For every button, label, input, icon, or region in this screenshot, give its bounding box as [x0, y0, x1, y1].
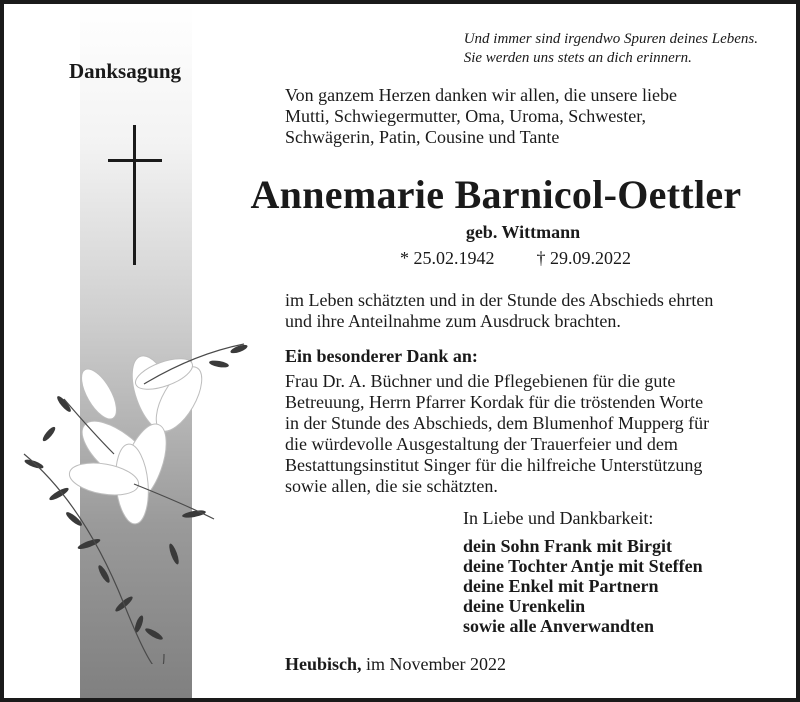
intro-line: Mutti, Schwiegermutter, Oma, Uroma, Schwester, [285, 106, 646, 126]
death-date: † 29.09.2022 [536, 248, 631, 268]
date-text: im November 2022 [361, 654, 507, 674]
gratitude-line: im Leben schätzten und in der Stunde des Abschieds ehrten [285, 290, 714, 310]
birth-date: * 25.02.1942 [400, 248, 495, 268]
life-dates [400, 248, 631, 269]
intro-line: Von ganzem Herzen danken wir allen, die unsere liebe [285, 85, 678, 105]
special-thanks-line: Bestattungsinstitut Singer für die hilfreiche Unterstützung [285, 455, 703, 475]
deceased-name: Annemarie Barnicol-Oettler [250, 172, 742, 217]
page-title: Danksagung [69, 59, 182, 83]
signer: deine Enkel mit Partnern [463, 576, 659, 596]
signers-list [463, 536, 703, 636]
special-thanks-text [285, 371, 765, 497]
signer: dein Sohn Frank mit Birgit [463, 536, 673, 556]
signer: deine Tochter Antje mit Steffen [463, 556, 703, 576]
intro-text [285, 85, 755, 148]
birth-name: geb. Wittmann [465, 222, 581, 242]
gratitude-line: und ihre Anteilnahme zum Ausdruck brachten. [285, 311, 621, 331]
gratitude-text [285, 290, 765, 332]
lily-bouquet-icon [4, 304, 264, 664]
signer: sowie alle Anverwandten [463, 616, 654, 636]
signer: deine Urenkelin [463, 596, 586, 616]
place-date [285, 654, 506, 675]
special-thanks-line: Betreuung, Herrn Pfarrer Kordak für die tröstenden Worte [285, 392, 704, 412]
place-name: Heubisch, [285, 654, 362, 674]
special-thanks-line: Frau Dr. A. Büchner und die Pflegebienen für die gute [285, 371, 676, 391]
special-thanks-line: in der Stunde des Abschieds, dem Blumenhof Mupperg für [285, 413, 710, 433]
motto-verse [464, 30, 758, 68]
intro-line: Schwägerin, Patin, Cousine und Tante [285, 127, 560, 147]
special-thanks-line: sowie allen, die sie schätzten. [285, 476, 498, 496]
closing-line: In Liebe und Dankbarkeit: [463, 508, 654, 528]
motto-line: Und immer sind irgendwo Spuren deines Lebens. [463, 31, 758, 47]
special-thanks-line: die würdevolle Ausgestaltung der Trauerfeier und dem [285, 434, 678, 454]
motto-line: Sie werden uns stets an dich erinnern. [463, 50, 692, 66]
special-thanks-heading: Ein besonderer Dank an: [285, 346, 478, 366]
